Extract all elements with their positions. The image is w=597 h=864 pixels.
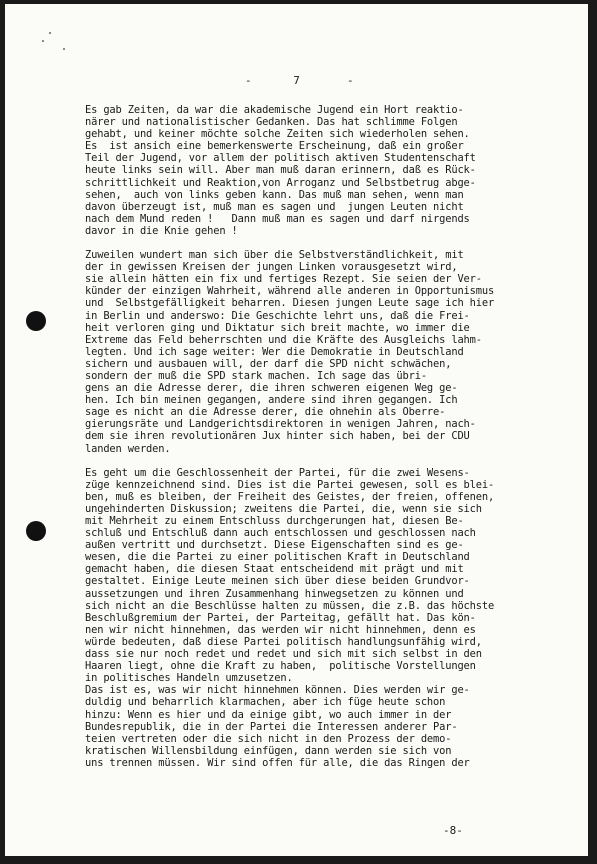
text-line: heit verloren ging und Diktatur sich breit machte, wo immer die <box>85 321 470 334</box>
text-line: gehabt, und keiner möchte solche Zeiten sich wiederholen sehen. <box>85 128 470 141</box>
text-line: sie allein hätten ein fix und fertiges Rezept. Sie seien der Ver- <box>85 273 482 286</box>
page-number-dash-left: - <box>245 74 252 87</box>
text-line: Es gab Zeiten, da war die akademische Jugend ein Hort reaktio- <box>85 104 464 116</box>
paragraph <box>85 104 545 237</box>
punch-hole-lower <box>26 521 46 541</box>
text-line: mit Mehrheit zu einem Entschluss durchgerungen hat, diesen Be- <box>85 515 464 527</box>
text-line: und Selbstgefälligkeit beharren. Diesen jungen Leute sage ich hier <box>85 297 495 310</box>
text-line: heute links sein will. Aber man muß daran erinnern, daß es Rück- <box>85 164 476 177</box>
text-line: kratischen Willensbildung einfügen, dann werden sie sich von <box>85 744 452 757</box>
text-line: landen werden. <box>85 442 171 455</box>
text-line: hen. Ich bin meinen gegangen, andere sind ihren gegangen. Ich <box>85 394 458 407</box>
text-line: Das ist es, was wir nicht hinnehmen können. Dies werden wir ge- <box>85 684 470 697</box>
paragraph <box>85 249 545 455</box>
scan-speck <box>63 48 65 50</box>
text-line: der in gewissen Kreisen der jungen Linken vorausgesetzt wird, <box>85 261 458 274</box>
text-line: Es ist ansich eine bemerkenswerte Erscheinung, daß ein großer <box>85 140 464 153</box>
text-line: närer und nationalistischer Gedanken. Das hat schlimme Folgen <box>85 116 458 129</box>
text-line: würde bedeuten, daß diese Partei politisch handlungsunfähig wird, <box>85 635 482 648</box>
text-line: hinzu: Wenn es hier und da einige gibt, wo auch immer in der <box>85 708 452 721</box>
page-number-footer: -8- <box>443 824 463 837</box>
text-line: ungehinderten Diskussion; zweitens die Partei, die, wenn sie sich <box>85 502 482 515</box>
text-line: nach dem Mund reden ! Dann muß man es sagen und darf nirgends <box>85 212 470 225</box>
text-line: davor in die Knie gehen ! <box>85 224 238 237</box>
text-line: Haaren liegt, ohne die Kraft zu haben, politische Vorstellungen <box>85 660 476 673</box>
text-line: wesen, die die Partei zu einer politischen Kraft in Deutschland <box>85 551 470 564</box>
text-line: dass sie nur noch redet und redet und sich mit sich selbst in den <box>85 648 482 661</box>
document-body <box>85 104 545 781</box>
text-line: davon überzeugt ist, muß man es sagen und jungen Leuten nicht <box>85 200 464 213</box>
text-line: außen vertritt und durchsetzt. Diese Eigenschaften sind es ge- <box>85 539 464 552</box>
text-line: züge kennzeichnend sind. Dies ist die Partei gewesen, soll es blei- <box>85 478 495 491</box>
text-line: legten. Und ich sage weiter: Wer die Demokratie in Deutschland <box>85 345 464 358</box>
text-line: sehen, auch von links geben kann. Das muß man sehen, wenn man <box>85 188 464 201</box>
text-line: sichern und ausbauen will, der darf die SPD nicht schwächen, <box>85 357 452 370</box>
text-line: Bundesrepublik, die in der Partei die Interessen anderer Par- <box>85 720 458 733</box>
text-line: in Berlin und anderswo: Die Geschichte lehrt uns, daß die Frei- <box>85 309 470 322</box>
text-line: in politisches Handeln umzusetzen. <box>85 672 293 685</box>
text-line: gemacht haben, die diesen Staat entscheidend mit prägt und mit <box>85 563 464 576</box>
text-line: schrittlichkeit und Reaktion,von Arroganz und Selbstbetrug abge- <box>85 176 476 189</box>
text-line: aussetzungen und ihren Zusammenhang hinwegsetzen zu können und <box>85 587 464 600</box>
text-line: Zuweilen wundert man sich über die Selbstverständlichkeit, mit <box>85 249 464 262</box>
page-number-dash-right: - <box>347 74 354 87</box>
text-line: künder der einzigen Wahrheit, während alle anderen in Opportunismus <box>85 285 495 298</box>
page-number-top: 7 <box>293 74 300 87</box>
text-line: Teil der Jugend, vor allem der politisch aktiven Studentenschaft <box>85 152 476 165</box>
text-line: sondern der muß die SPD stark machen. Ich sage das übri- <box>85 369 427 382</box>
text-line: Es geht um die Geschlossenheit der Partei, für die zwei Wesens- <box>85 466 470 479</box>
document-page <box>5 4 588 856</box>
text-line: nen wir nicht hinnehmen, das werden wir nicht hinnehmen, denn es <box>85 623 476 636</box>
text-line: duldig und beharrlich klarmachen, aber ich füge heute schon <box>85 696 446 709</box>
text-line: gierungsräte und Landgerichtsdirektoren in wenigen Jahren, nach- <box>85 418 476 431</box>
punch-hole-upper <box>26 311 46 331</box>
scan-speck <box>42 40 44 42</box>
text-line: Beschlußgremium der Partei, der Parteitag, gefällt hat. Das kön- <box>85 611 476 624</box>
text-line: uns trennen müssen. Wir sind offen für alle, die das Ringen der <box>85 756 470 769</box>
text-line: teien vertreten oder die sich nicht in den Prozess der demo- <box>85 732 452 745</box>
text-line: sich nicht an die Beschlüsse halten zu müssen, die z.B. das höchste <box>85 599 495 612</box>
text-line: gestaltet. Einige Leute meinen sich über diese beiden Grundvor- <box>85 575 470 588</box>
text-line: ben, muß es bleiben, der Freiheit des Geistes, der freien, offenen, <box>85 490 495 503</box>
scan-speck <box>49 32 51 34</box>
paragraph <box>85 467 545 769</box>
text-line: sage es nicht an die Adresse derer, die ohnehin als Oberre- <box>85 406 446 419</box>
text-line: gens an die Adresse derer, die ihren schweren eigenen Weg ge- <box>85 382 458 395</box>
text-line: dem sie ihren revolutionären Jux hinter sich haben, bei der CDU <box>85 430 470 443</box>
text-line: schluß und Entschluß dann auch entschlossen und geschlossen nach <box>85 527 476 540</box>
text-line: Extreme das Feld beherrschten und die Kräfte des Ausgleichs lahm- <box>85 333 482 346</box>
